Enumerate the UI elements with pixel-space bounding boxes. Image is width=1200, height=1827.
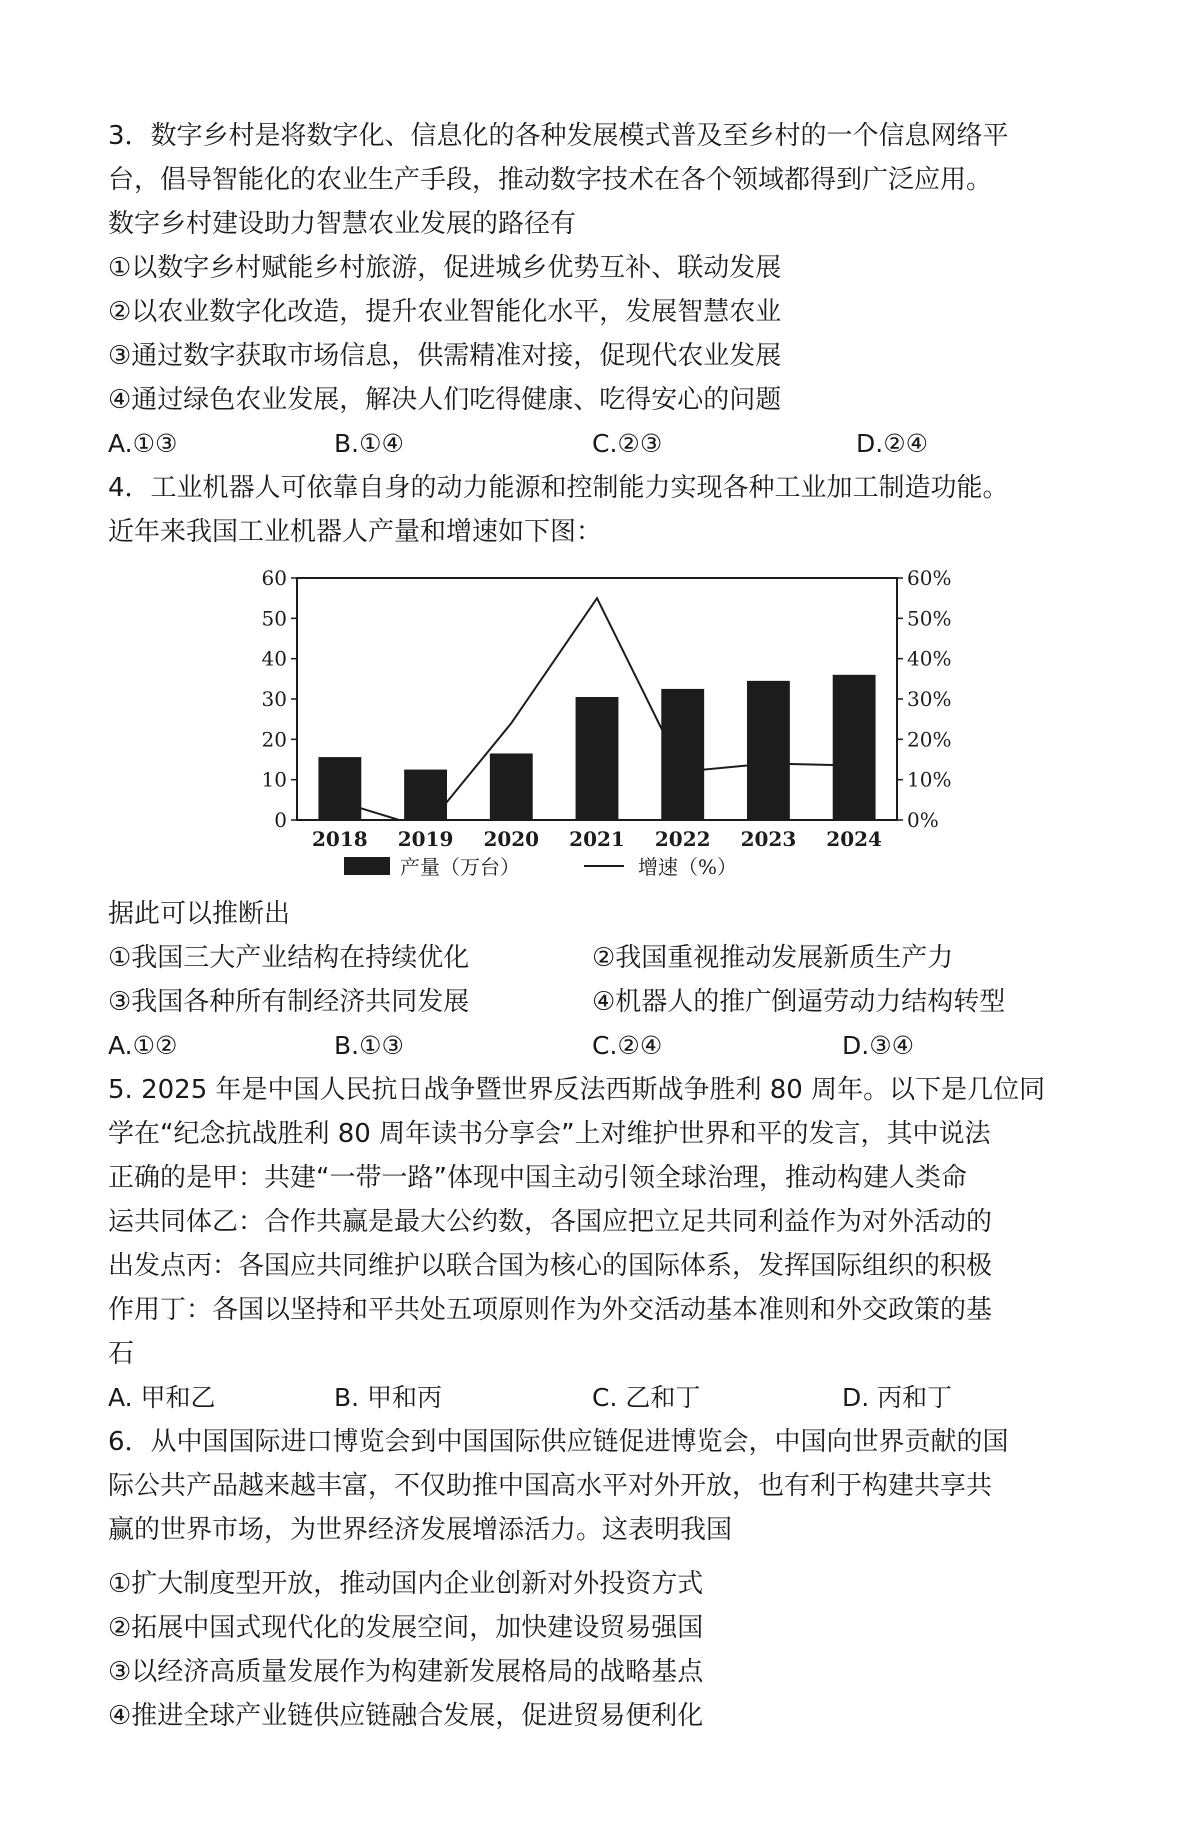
q5-option-c[interactable]: C. 乙和丁 bbox=[592, 1383, 701, 1412]
q4-option-a[interactable]: A.①② bbox=[108, 1031, 178, 1060]
q5-option-d[interactable]: D. 丙和丁 bbox=[842, 1383, 953, 1412]
x-label-2021: 2021 bbox=[569, 827, 625, 851]
left-tick-label: 10 bbox=[261, 767, 287, 792]
q5-stem-line-1: 5. 2025 年是中国人民抗日战争暨世界反法西斯战争胜利 80 周年。以下是几位同 bbox=[108, 1075, 1046, 1105]
q4-item-3: ③我国各种所有制经济共同发展 bbox=[108, 987, 470, 1017]
q4-option-d[interactable]: D.③④ bbox=[842, 1031, 915, 1060]
q3-item-4: ④通过绿色农业发展，解决人们吃得健康、吃得安心的问题 bbox=[108, 385, 782, 415]
q5-stem-line-4: 运共同体乙：合作共赢是最大公约数，各国应把立足共同利益作为对外活动的 bbox=[108, 1207, 993, 1237]
q3-option-a[interactable]: A.①③ bbox=[108, 429, 178, 458]
q3-stem-line-1: 3．数字乡村是将数字化、信息化的各种发展模式普及至乡村的一个信息网络平 bbox=[108, 121, 1009, 151]
q3-item-3: ③通过数字获取市场信息，供需精准对接，促现代农业发展 bbox=[108, 341, 782, 371]
q5-options bbox=[108, 1376, 1120, 1420]
q4-stem-line-2: 近年来我国工业机器人产量和增速如下图： bbox=[108, 517, 603, 547]
left-tick-label: 0 bbox=[274, 808, 287, 832]
q4-after-text: 据此可以推断出 bbox=[108, 899, 291, 929]
q6-stem-line-2: 际公共产品越来越丰富，不仅助推中国高水平对外开放，也有利于构建共享共 bbox=[108, 1471, 993, 1501]
legend-bar-swatch bbox=[344, 857, 390, 875]
bar-2023 bbox=[747, 681, 790, 820]
q6-item-3: ③以经济高质量发展作为构建新发展格局的战略基点 bbox=[108, 1657, 704, 1687]
left-tick-label: 50 bbox=[261, 606, 287, 631]
right-tick-label: 0% bbox=[907, 808, 939, 832]
q5-stem-line-3: 正确的是甲：共建“一带一路”体现中国主动引领全球治理，推动构建人类命 bbox=[108, 1163, 967, 1193]
right-tick-label: 20% bbox=[907, 727, 952, 752]
legend-line-label: 增速（%） bbox=[638, 855, 738, 879]
x-label-2020: 2020 bbox=[483, 827, 540, 851]
q4-item-1: ①我国三大产业结构在持续优化 bbox=[108, 943, 470, 973]
q5-stem-line-7: 石 bbox=[108, 1339, 135, 1369]
bar-2024 bbox=[833, 675, 876, 820]
q5-stem-line-6: 作用丁：各国以坚持和平共处五项原则作为外交活动基本准则和外交政策的基 bbox=[108, 1295, 993, 1325]
q3-stem-line-2: 台，倡导智能化的农业生产手段，推动数字技术在各个领域都得到广泛应用。 bbox=[108, 165, 993, 195]
chart-svg bbox=[252, 560, 952, 890]
robot-output-chart bbox=[252, 560, 952, 890]
q6-item-4: ④推进全球产业链供应链融合发展，促进贸易便利化 bbox=[108, 1701, 704, 1731]
right-tick-label: 60% bbox=[907, 566, 952, 590]
x-label-2019: 2019 bbox=[397, 827, 454, 851]
right-tick-label: 40% bbox=[907, 646, 952, 671]
q4-options bbox=[108, 1024, 1120, 1068]
left-tick-label: 30 bbox=[261, 687, 287, 711]
q5-stem-line-2: 学在“纪念抗战胜利 80 周年读书分享会”上对维护世界和平的发言，其中说法 bbox=[108, 1119, 991, 1149]
q3-item-2: ②以农业数字化改造，提升农业智能化水平，发展智慧农业 bbox=[108, 297, 782, 327]
q4-item-row-1 bbox=[108, 936, 1120, 980]
bar-2020 bbox=[490, 753, 533, 820]
q4-item-2: ②我国重视推动发展新质生产力 bbox=[592, 943, 954, 973]
q6-item-2: ②拓展中国式现代化的发展空间，加快建设贸易强国 bbox=[108, 1613, 704, 1643]
q5-option-b[interactable]: B. 甲和丙 bbox=[334, 1383, 443, 1412]
x-label-2023: 2023 bbox=[740, 827, 797, 851]
q4-option-b[interactable]: B.①③ bbox=[334, 1031, 404, 1060]
bar-2021 bbox=[576, 697, 619, 820]
q3-stem-line-3: 数字乡村建设助力智慧农业发展的路径有 bbox=[108, 209, 577, 239]
q5-option-a[interactable]: A. 甲和乙 bbox=[108, 1383, 216, 1412]
q4-item-4: ④机器人的推广倒逼劳动力结构转型 bbox=[592, 987, 1006, 1017]
q3-option-b[interactable]: B.①④ bbox=[334, 429, 404, 458]
bar-2018 bbox=[318, 757, 361, 820]
left-tick-label: 40 bbox=[261, 646, 287, 671]
right-tick-label: 30% bbox=[907, 687, 952, 711]
q6-stem-line-3: 赢的世界市场，为世界经济发展增添活力。这表明我国 bbox=[108, 1515, 733, 1545]
left-tick-label: 60 bbox=[261, 566, 287, 590]
x-label-2024: 2024 bbox=[826, 827, 882, 851]
legend-bar-label: 产量（万台） bbox=[400, 855, 520, 879]
q6-item-1: ①扩大制度型开放，推动国内企业创新对外投资方式 bbox=[108, 1569, 704, 1599]
bar-2022 bbox=[661, 689, 704, 820]
q4-option-c[interactable]: C.②④ bbox=[592, 1031, 663, 1060]
x-label-2018: 2018 bbox=[312, 827, 368, 851]
q3-item-1: ①以数字乡村赋能乡村旅游，促进城乡优势互补、联动发展 bbox=[108, 253, 782, 283]
left-tick-label: 20 bbox=[261, 727, 287, 752]
q3-options bbox=[108, 422, 1120, 466]
right-tick-label: 50% bbox=[907, 606, 952, 631]
right-tick-label: 10% bbox=[907, 767, 952, 792]
q6-stem-line-1: 6．从中国国际进口博览会到中国国际供应链促进博览会，中国向世界贡献的国 bbox=[108, 1427, 1009, 1457]
q5-stem-line-5: 出发点丙：各国应共同维护以联合国为核心的国际体系，发挥国际组织的积极 bbox=[108, 1251, 993, 1281]
q4-item-row-2 bbox=[108, 980, 1120, 1024]
q3-option-d[interactable]: D.②④ bbox=[856, 429, 929, 458]
q3-option-c[interactable]: C.②③ bbox=[592, 429, 663, 458]
bar-2019 bbox=[404, 770, 447, 820]
x-label-2022: 2022 bbox=[654, 827, 711, 851]
q4-stem-line-1: 4．工业机器人可依靠自身的动力能源和控制能力实现各种工业加工制造功能。 bbox=[108, 473, 1009, 503]
